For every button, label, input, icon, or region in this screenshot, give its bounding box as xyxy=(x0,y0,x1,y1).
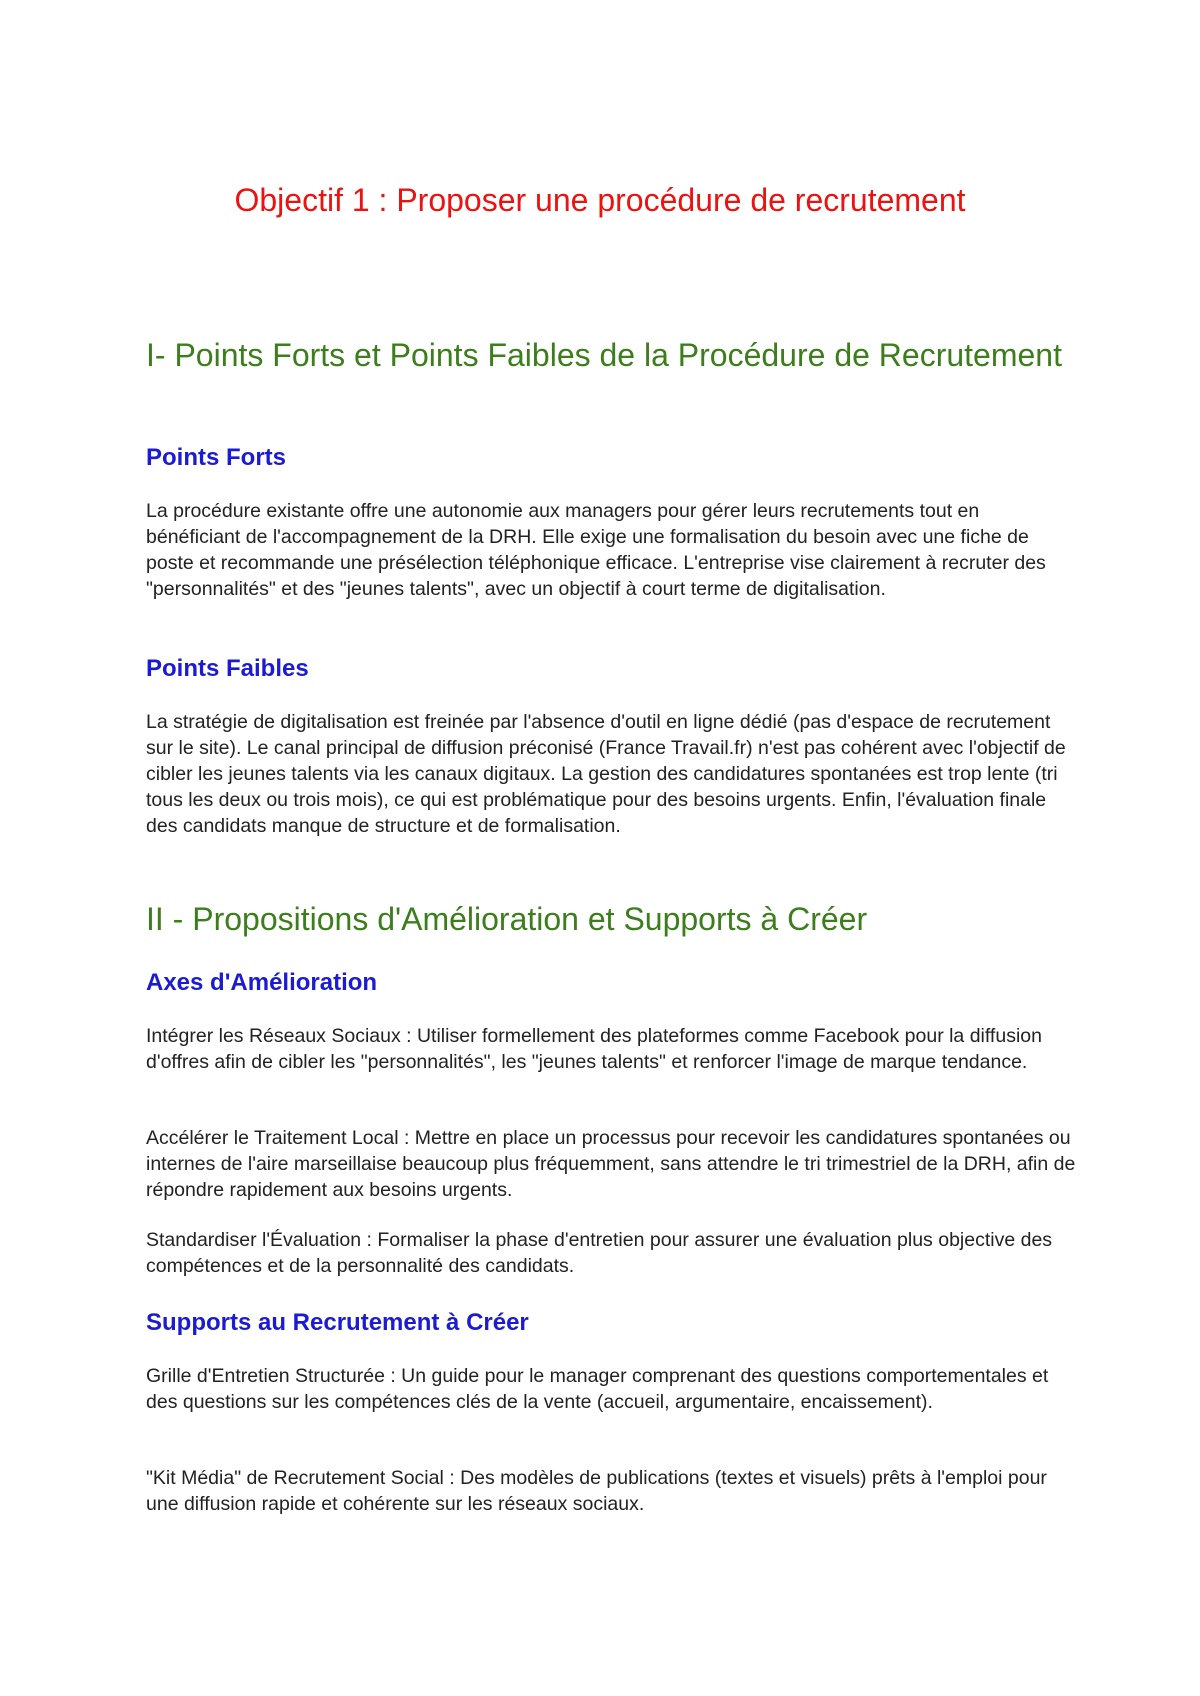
weaknesses-paragraph: La stratégie de digitalisation est freinée par l'absence d'outil en ligne dédié (pas d'espace de recrutement sur le site). Le canal principal de diffusion préconisé (France Travail.fr) n'est pas cohérent avec l'objectif de cibler les jeunes talents via les canaux digitaux. La gestion des candidatures spontanées est trop lente (tri tous les deux ou trois mois), ce qui est problématique pour des besoins urgents. Enfin, l'évaluation finale des candidats manque de structure et de formalisation. xyxy=(146,711,1066,837)
support-item: Grille d'Entretien Structurée : Un guide pour le manager comprenant des questions comportementales et des questions sur les compétences clés de la vente (accueil, argumentaire, encaissement). xyxy=(146,1365,1049,1413)
improvements-heading: Axes d'Amélioration xyxy=(146,969,378,996)
supports-heading: Supports au Recrutement à Créer xyxy=(146,1309,529,1336)
improvement-item: Accélérer le Traitement Local : Mettre en place un processus pour recevoir les candidatures spontanées ou internes de l'aire marseillaise beaucoup plus fréquemment, sans attendre le tri trimestriel de la DRH, afin de répondre rapidement aux besoins urgents. xyxy=(146,1127,1076,1201)
page-title: Objectif 1 : Proposer une procédure de recrutement xyxy=(234,182,966,218)
support-item: "Kit Média" de Recrutement Social : Des modèles de publications (textes et visuels) prêts à l'emploi pour une diffusion rapide et cohérente sur les réseaux sociaux. xyxy=(146,1467,1047,1515)
weaknesses-heading: Points Faibles xyxy=(146,655,309,682)
improvement-item: Intégrer les Réseaux Sociaux : Utiliser formellement des plateformes comme Facebook pour la diffusion d'offres afin de cibler les "personnalités", les "jeunes talents" et renforcer l'image de marque tendance. xyxy=(146,1025,1042,1073)
improvement-item: Standardiser l'Évaluation : Formaliser la phase d'entretien pour assurer une évaluation plus objective des compétences et de la personnalité des candidats. xyxy=(146,1229,1053,1277)
section1-heading: I- Points Forts et Points Faibles de la Procédure de Recrutement xyxy=(146,337,1062,373)
section2-heading: II - Propositions d'Amélioration et Supports à Créer xyxy=(146,901,868,937)
strengths-paragraph: La procédure existante offre une autonomie aux managers pour gérer leurs recrutements tout en bénéficiant de l'accompagnement de la DRH. Elle exige une formalisation du besoin avec une fiche de poste et recommande une présélection téléphonique efficace. L'entreprise vise clairement à recruter des "personnalités" et des "jeunes talents", avec un objectif à court terme de digitalisation. xyxy=(146,500,1046,600)
strengths-heading: Points Forts xyxy=(146,444,287,471)
